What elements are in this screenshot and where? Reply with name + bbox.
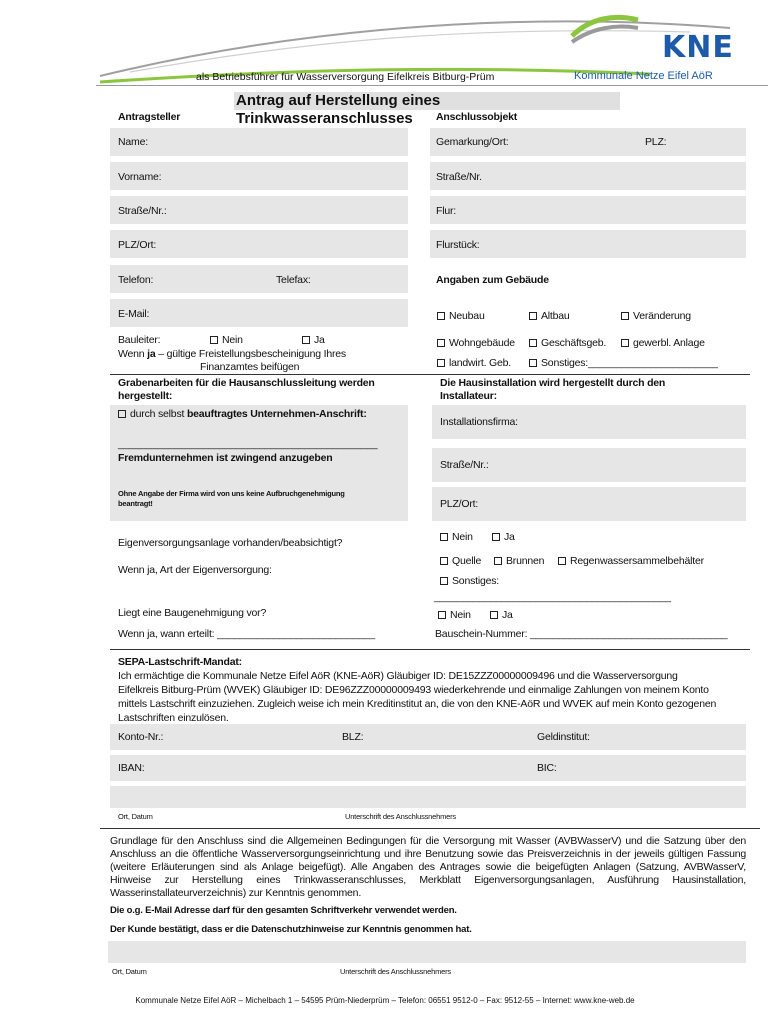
excavation-heading-1: Grabenarbeiten für die Hausanschlussleitung werden (118, 377, 375, 389)
terms-paragraph: Grundlage für den Anschluss sind die Allgemeinen Bedingungen für die Versorgung mit Wasser (AVBWasserV) und die Satzung über den Anschluss an die öffentliche Wasserversorgungseinrichtung und ihre Benutzung sowie das Preisverzeichnis in der jeweils gültigen Fassung (weitere Erläuterungen sind als Anlage beigefügt). Alle Angaben des Antrages sowie die beigefügten Anlagen (Satzung, AVBWasserV, Hinweise zur Herstellung eines Trinkwasseranschlusses, Merkblatt Eigenversorgungsanlagen, Ausführung Hausinstallation, Wasserinstallateurverzeichnis) zur Kenntnis genommen. (110, 835, 746, 899)
brunnen-label: Brunnen (506, 555, 545, 567)
flurstueck-label: Flurstück: (436, 239, 480, 251)
strasse-label: Straße/Nr.: (118, 205, 167, 217)
permit-nein-option[interactable] (438, 609, 471, 621)
email-label: E-Mail: (118, 308, 150, 320)
page-footer: Kommunale Netze Eifel AöR – Michelbach 1 – 54595 Prüm-Niederprüm – Telefon: 06551 9512-0 – Fax: 9512-55 – Internet: www.kne-web.de (135, 996, 635, 1005)
quelle-option[interactable] (440, 555, 481, 567)
header-operator-line: als Betriebsführer für Wasserversorgung Eifelkreis Bitburg-Prüm (196, 71, 495, 83)
checkbox-icon[interactable] (437, 339, 445, 347)
installation-heading-2: Installateur: (440, 390, 497, 402)
selfsupply-type-question: Wenn ja, Art der Eigenversorgung: (118, 564, 272, 576)
freistellung-note (118, 348, 346, 360)
konto-label: Konto-Nr.: (118, 731, 164, 743)
landwirt-label: landwirt. Geb. (449, 357, 511, 369)
wenn-rest: – gültige Freistellungsbescheinigung Ihres (155, 348, 346, 360)
terms-unterschrift-label: Unterschrift des Anschlussnehmers (340, 967, 451, 976)
checkbox-icon[interactable] (558, 557, 566, 565)
telefax-label: Telefax: (276, 274, 311, 286)
header-rule (96, 85, 768, 86)
excavation-option[interactable] (118, 408, 367, 420)
checkbox-icon[interactable] (302, 336, 310, 344)
excavation-warning-1: Ohne Angabe der Firma wird von uns keine Aufbruchgenehmigung (118, 489, 345, 498)
wenn-ja-bold: ja (147, 348, 156, 360)
name-field[interactable] (110, 128, 408, 156)
selfsupply-nein-option[interactable] (440, 531, 473, 543)
permit-when: Wenn ja, wann erteilt: ____________________________ (118, 628, 376, 640)
wohngebaeude-option[interactable] (437, 337, 515, 349)
checkbox-icon[interactable] (437, 359, 445, 367)
selfsupply-ja-option[interactable] (492, 531, 515, 543)
landwirt-option[interactable] (437, 357, 511, 369)
excavation-option-bold: beauftragtes Unternehmen-Anschrift: (186, 408, 367, 420)
installation-plz-field[interactable] (432, 487, 746, 521)
bic-label: BIC: (537, 762, 557, 774)
installationsfirma-label: Installationsfirma: (440, 416, 518, 428)
terms-signature-field[interactable] (108, 941, 746, 963)
excavation-blank-line: ______________________________________________ (118, 438, 378, 450)
checkbox-icon[interactable] (529, 359, 537, 367)
iban-label: IBAN: (118, 762, 145, 774)
finanzamt-note: Finanzamtes beifügen (200, 361, 300, 373)
altbau-option[interactable] (529, 310, 570, 322)
sepa-ort-datum-label: Ort, Datum (118, 812, 153, 821)
sonstiges-option[interactable] (529, 357, 718, 369)
checkbox-icon[interactable] (210, 336, 218, 344)
checkbox-icon[interactable] (440, 533, 448, 541)
logo-kne-text: KNE (662, 30, 734, 65)
kne-logo-mark-icon (570, 14, 640, 44)
wohngebaeude-label: Wohngebäude (449, 337, 515, 349)
regenwasser-label: Regenwassersammelbehälter (570, 555, 704, 567)
checkbox-icon[interactable] (529, 312, 537, 320)
gewerbl-option[interactable] (621, 337, 705, 349)
geschaeftsgeb-label: Geschäftsgeb. (541, 337, 607, 349)
checkbox-icon[interactable] (621, 339, 629, 347)
checkbox-icon[interactable] (494, 557, 502, 565)
bauleiter-nein-option[interactable] (210, 334, 243, 346)
building-heading: Angaben zum Gebäude (436, 274, 549, 286)
bauleiter-nein-label: Nein (222, 334, 243, 346)
checkbox-icon[interactable] (621, 312, 629, 320)
quelle-label: Quelle (452, 555, 482, 567)
sepa-text-line-4: Lastschriften einzulösen. (118, 712, 229, 724)
telefon-label: Telefon: (118, 274, 154, 286)
name-label: Name: (118, 136, 148, 148)
vorname-label: Vorname: (118, 171, 162, 183)
checkbox-icon[interactable] (440, 577, 448, 585)
logo-subtitle: Kommunale Netze Eifel AöR (574, 70, 713, 82)
object-plz-label: PLZ: (645, 136, 667, 148)
form-title: Antrag auf Herstellung eines Trinkwasseranschlusses (234, 92, 620, 110)
excavation-option-prefix: durch selbst (130, 408, 187, 420)
bauschein-nummer: Bauschein-Nummer: ___________________________________ (435, 628, 728, 640)
selfsupply-question: Eigenversorgungsanlage vorhanden/beabsichtigt? (118, 537, 343, 549)
veraenderung-label: Veränderung (633, 310, 691, 322)
altbau-label: Altbau (541, 310, 570, 322)
iban-field[interactable] (110, 755, 746, 781)
neubau-label: Neubau (449, 310, 485, 322)
selfsupply-sonstiges-label: Sonstiges: (452, 575, 500, 587)
checkbox-icon[interactable] (492, 533, 500, 541)
permit-ja-label: Ja (502, 609, 513, 621)
sepa-text-line-3: mittels Lastschrift einzuziehen. Zugleich weise ich mein Kreditinstitut an, die von den KNE-AöR und WVEK auf mein Konto gezogenen (118, 698, 717, 710)
sepa-divider (110, 649, 750, 650)
object-strasse-label: Straße/Nr. (436, 171, 482, 183)
object-heading: Anschlussobjekt (436, 111, 518, 123)
checkbox-icon[interactable] (490, 611, 498, 619)
email-field[interactable] (110, 299, 408, 327)
selfsupply-sonstiges-option[interactable] (440, 575, 499, 587)
applicant-heading: Antragsteller (118, 111, 181, 123)
telefon-field[interactable] (110, 265, 408, 293)
sepa-unterschrift-label: Unterschrift des Anschlussnehmers (345, 812, 456, 821)
installation-strasse-label: Straße/Nr.: (440, 459, 489, 471)
bauleiter-ja-label: Ja (314, 334, 325, 346)
installation-plz-label: PLZ/Ort: (440, 498, 479, 510)
geschaeftsgeb-option[interactable] (529, 337, 606, 349)
checkbox-icon[interactable] (438, 611, 446, 619)
permit-question: Liegt eine Baugenehmigung vor? (118, 607, 267, 619)
gemarkung-label: Gemarkung/Ort: (436, 136, 509, 148)
selfsupply-sonstiges-line: __________________________________________ (434, 591, 671, 603)
excavation-required: Fremdunternehmen ist zwingend anzugeben (118, 452, 333, 464)
sonstiges-label: Sonstiges:_______________________ (541, 357, 718, 369)
konto-field[interactable] (110, 724, 746, 750)
brunnen-option[interactable] (494, 555, 544, 567)
blz-label: BLZ: (342, 731, 364, 743)
section-divider (110, 374, 750, 375)
geldinstitut-label: Geldinstitut: (537, 731, 590, 743)
checkbox-icon[interactable] (440, 557, 448, 565)
flur-label: Flur: (436, 205, 457, 217)
wenn-prefix: Wenn (118, 348, 148, 360)
excavation-warning-2: beantragt! (118, 499, 153, 508)
terms-ort-datum-label: Ort, Datum (112, 967, 147, 976)
sepa-signature-field[interactable] (110, 786, 746, 808)
veraenderung-option[interactable] (621, 310, 691, 322)
flur-field[interactable] (430, 196, 746, 224)
gewerbl-label: gewerbl. Anlage (633, 337, 705, 349)
permit-nein-label: Nein (450, 609, 471, 621)
plz-ort-label: PLZ/Ort: (118, 239, 157, 251)
privacy-consent-note: Der Kunde bestätigt, dass er die Datenschutzhinweise zur Kenntnis genommen hat. (110, 924, 472, 935)
selfsupply-ja-label: Ja (504, 531, 515, 543)
checkbox-icon[interactable] (118, 410, 126, 418)
selfsupply-nein-label: Nein (452, 531, 473, 543)
sepa-text-line-1: Ich ermächtige die Kommunale Netze Eifel AöR (KNE-AöR) Gläubiger ID: DE15ZZZ00000009496 und die Wasserversorgung (118, 670, 678, 682)
sepa-heading: SEPA-Lastschrift-Mandat: (118, 656, 242, 668)
permit-ja-option[interactable] (490, 609, 513, 621)
excavation-heading-2: hergestellt: (118, 390, 173, 402)
installation-heading-1: Die Hausinstallation wird hergestellt durch den (440, 377, 666, 389)
bauleiter-ja-option[interactable] (302, 334, 325, 346)
checkbox-icon[interactable] (437, 312, 445, 320)
terms-divider (100, 828, 760, 829)
sepa-text-line-2: Eifelkreis Bitburg-Prüm (WVEK) Gläubiger ID: DE96ZZZ00000009493 wiederkehrende und einmalige Zahlungen von meinem Konto (118, 684, 709, 696)
checkbox-icon[interactable] (529, 339, 537, 347)
email-consent-note: Die o.g. E-Mail Adresse darf für den gesamten Schriftverkehr verwendet werden. (110, 905, 457, 916)
regenwasser-option[interactable] (558, 555, 704, 567)
neubau-option[interactable] (437, 310, 485, 322)
bauleiter-label: Bauleiter: (118, 334, 161, 346)
